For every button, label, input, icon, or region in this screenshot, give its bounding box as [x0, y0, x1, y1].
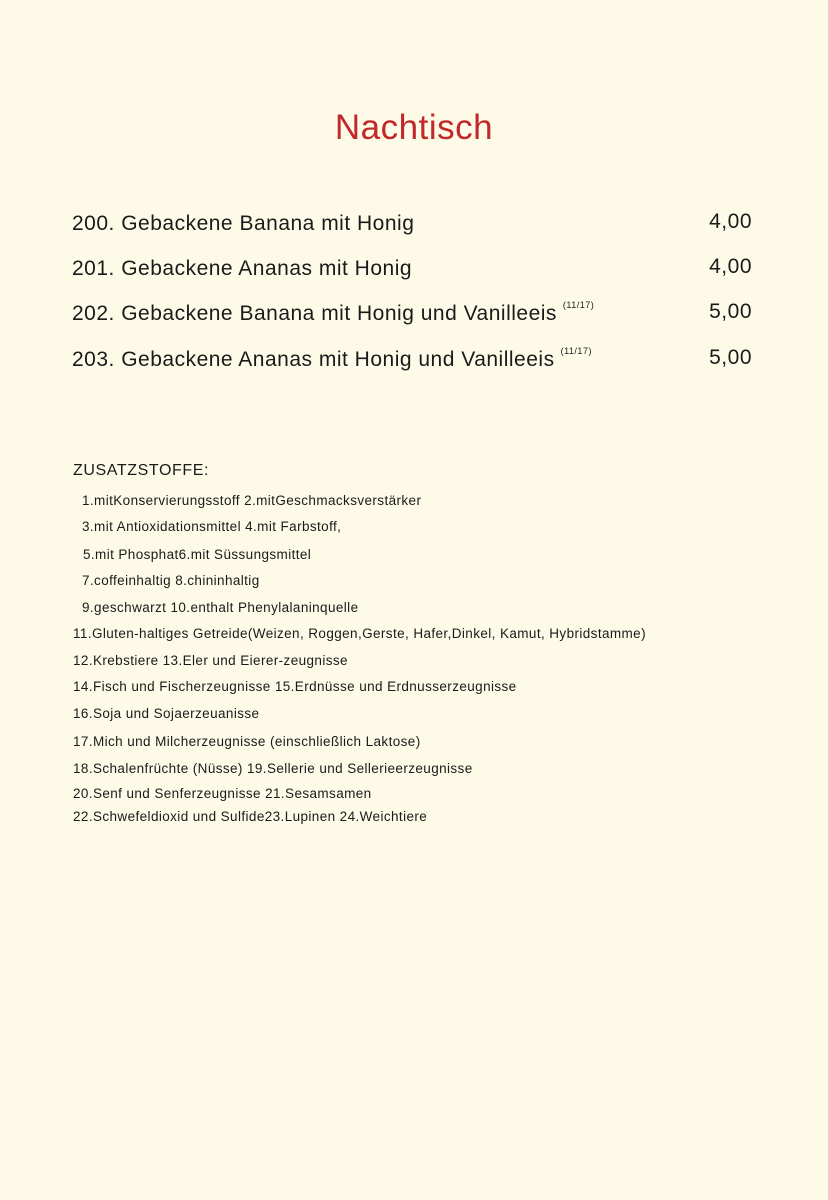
item-name: 202. Gebackene Banana mit Honig und Vanilleeis $^{(11/17)}$: [72, 300, 595, 325]
item-price: 5,00: [709, 300, 752, 323]
item-name: 203. Gebackene Ananas mit Honig und Vanilleeis $^{(11/17)}$: [72, 346, 592, 371]
menu-item: [72, 210, 752, 240]
menu-item: [72, 346, 752, 376]
additive-line: 14.Fisch und Fischerzeugnisse 15.Erdnüsse und Erdnusserzeugnisse: [73, 679, 517, 694]
additive-line: 1.mitKonservierungsstoff 2.mitGeschmacksverstärker: [82, 493, 422, 508]
menu-item: [72, 255, 752, 285]
additive-line: 17.Mich und Milcherzeugnisse (einschließlich Laktose): [73, 734, 421, 749]
additive-line: 16.Soja und Sojaerzeuanisse: [73, 706, 260, 721]
item-allergen-note: (11/17): [560, 346, 592, 356]
item-allergen-note: (11/17): [562, 300, 595, 310]
additives-section: [73, 462, 793, 824]
additive-line: 9.geschwarzt 10.enthalt Phenylalaninquelle: [82, 600, 359, 615]
item-price: 5,00: [709, 346, 752, 369]
item-price: 4,00: [709, 255, 752, 278]
item-price: 4,00: [709, 210, 752, 233]
additive-line: 18.Schalenfrüchte (Nüsse) 19.Sellerie und Sellerieerzeugnisse: [73, 761, 473, 776]
additive-line: 7.coffeinhaltig 8.chininhaltig: [82, 573, 260, 588]
additive-line: 3.mit Antioxidationsmittel 4.mit Farbstoff,: [82, 519, 342, 534]
additives-heading: ZUSATZSTOFFE:: [73, 462, 210, 479]
additive-line: 22.Schwefeldioxid und Sulfide23.Lupinen 24.Weichtiere: [73, 809, 428, 824]
item-name: 201. Gebackene Ananas mit Honig: [72, 257, 413, 280]
additive-line: 20.Senf und Senferzeugnisse 21.Sesamsamen: [73, 786, 372, 801]
additive-line: 12.Krebstiere 13.Eler und Eierer-zeugnisse: [73, 653, 348, 668]
item-name: 200. Gebackene Banana mit Honig: [72, 212, 415, 235]
menu-item: [72, 300, 752, 330]
additive-line: 11.Gluten-haltiges Getreide(Weizen, Roggen,Gerste, Hafer,Dinkel, Kamut, Hybridstamme): [73, 626, 646, 641]
additive-line: 5.mit Phosphat6.mit Süssungsmittel: [83, 547, 312, 562]
page-title: Nachtisch: [334, 108, 494, 147]
